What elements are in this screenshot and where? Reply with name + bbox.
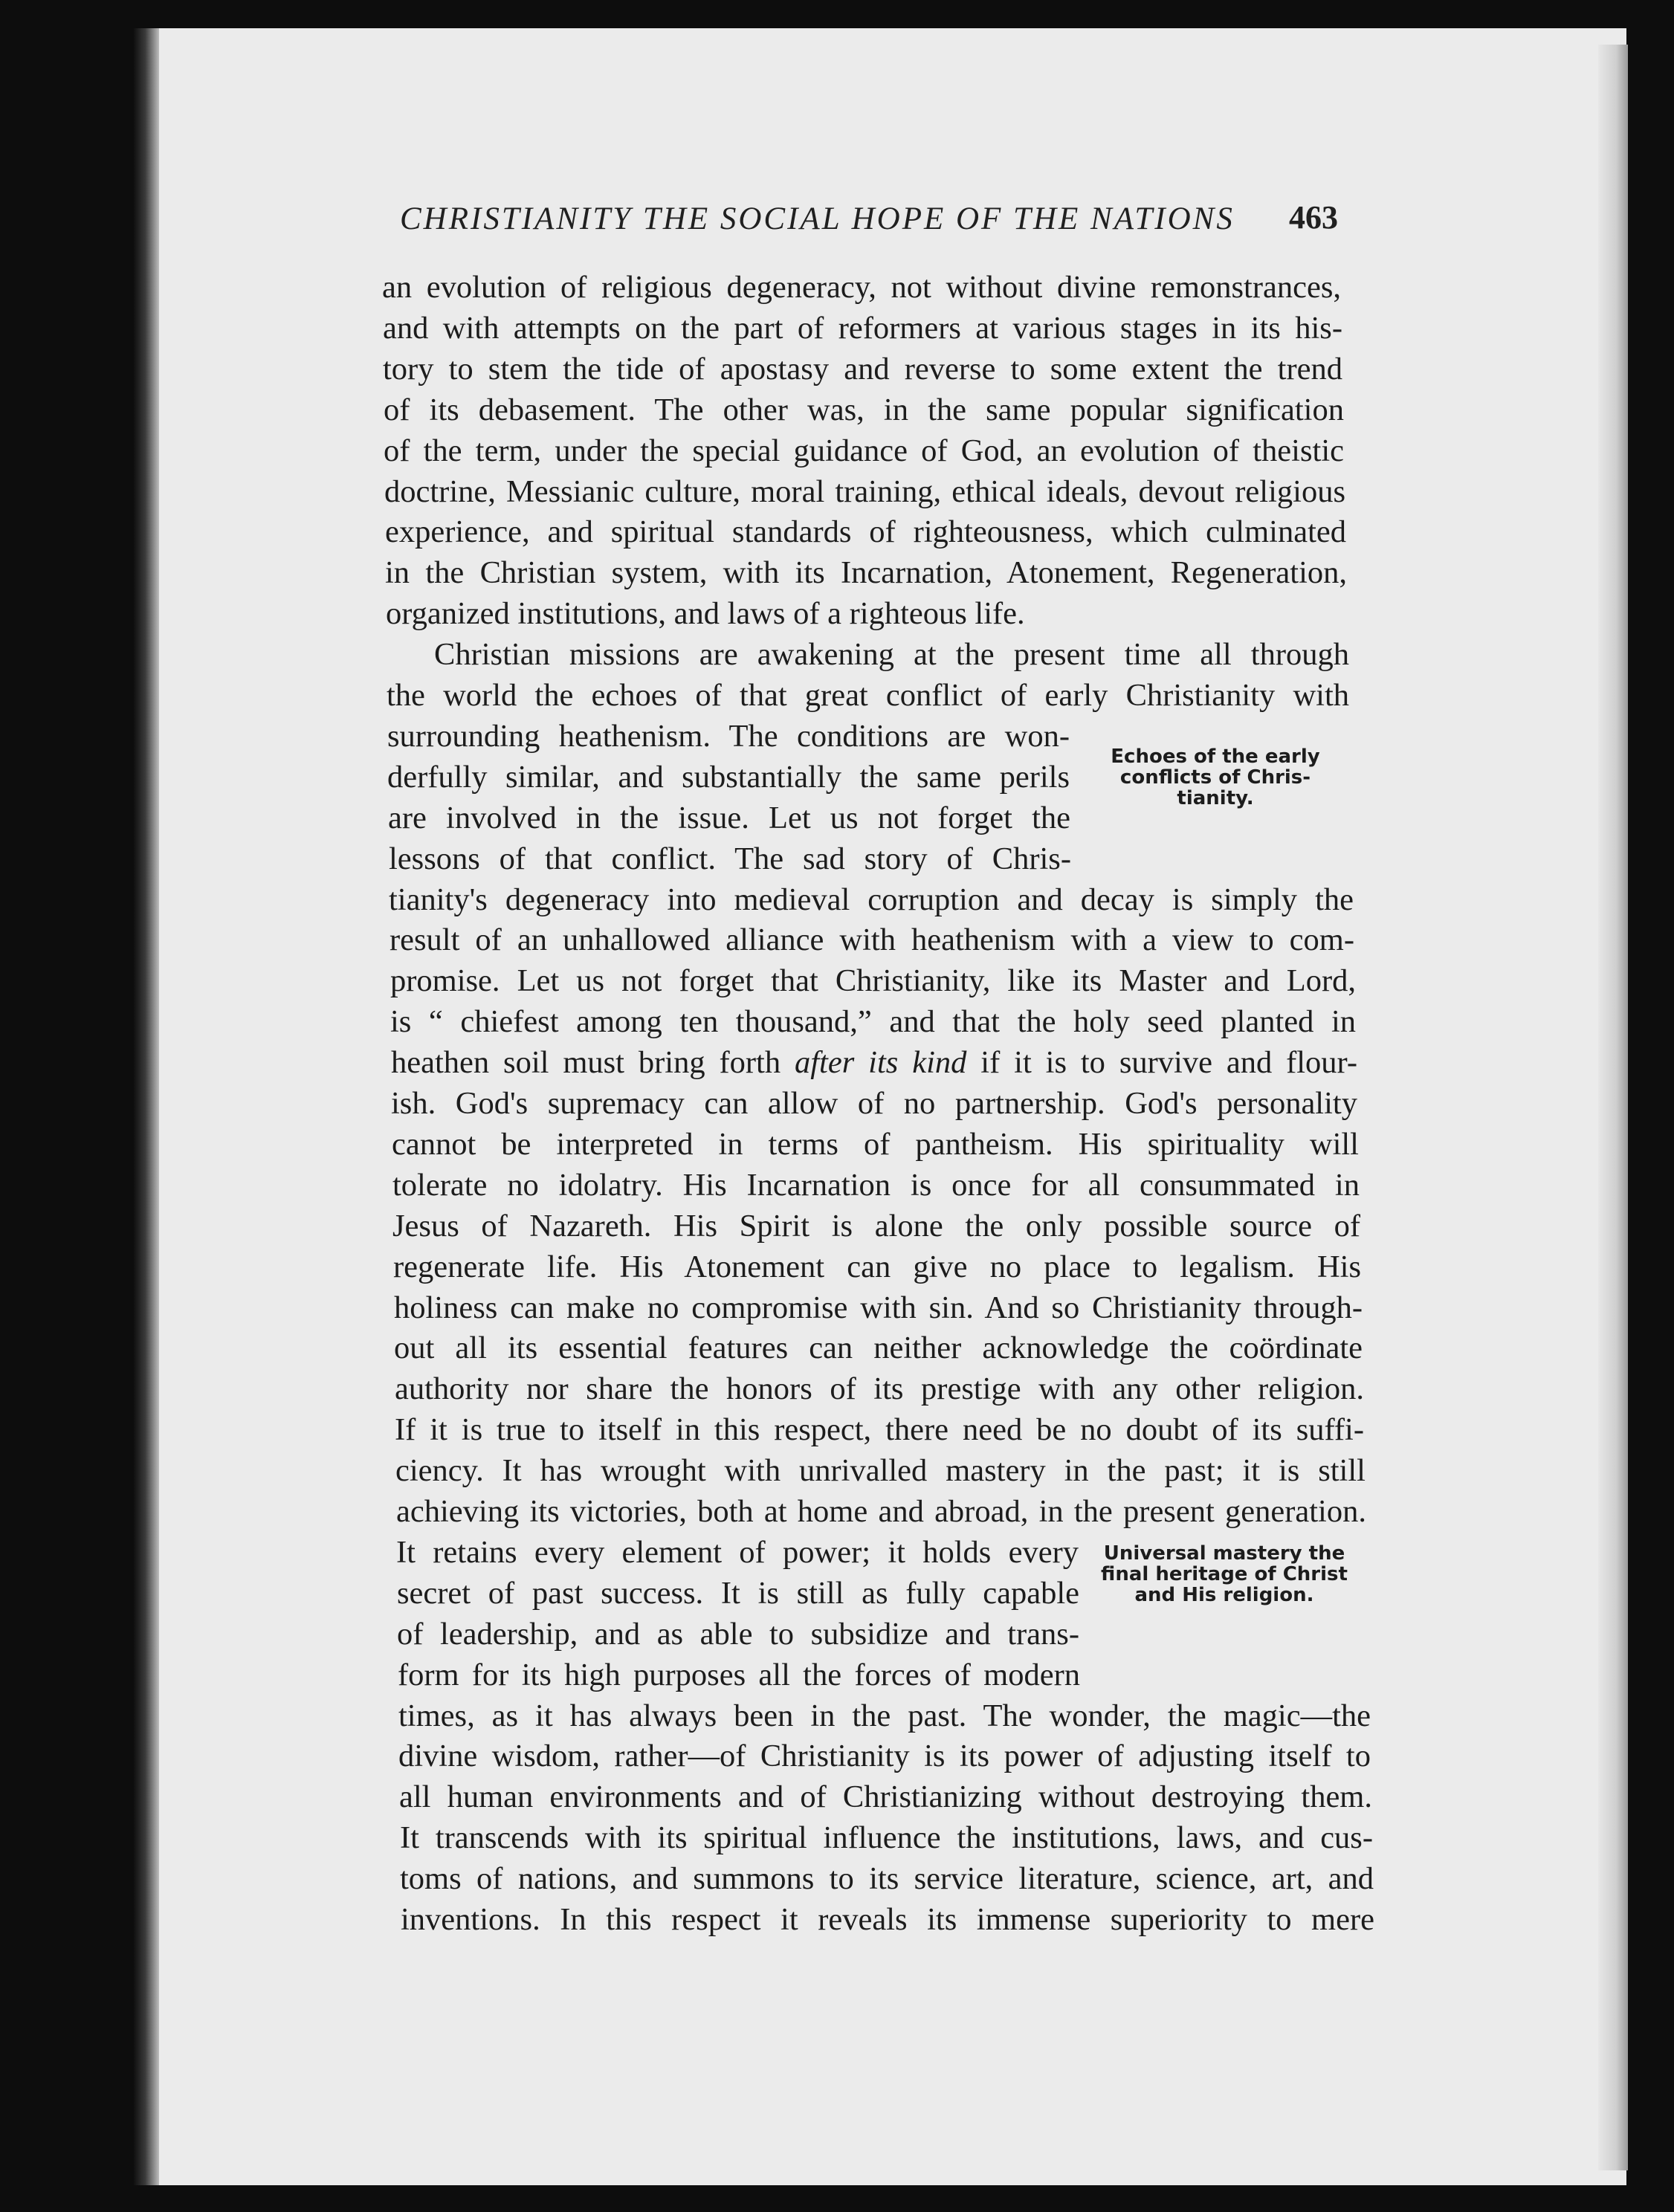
side-note-line: conflicts of Chris- [1119, 766, 1311, 789]
text-line: and with attempts on the part of reformers at various stages in its his- [383, 311, 1342, 346]
text-line: is “ chiefest among ten thousand,” and that the holy seed planted in [390, 1004, 1356, 1039]
text-line: are involved in the issue. Let us not forget the [388, 801, 1070, 835]
text-line: in the Christian system, with its Incarnation, Atonement, Regeneration, [385, 555, 1347, 590]
text-line: authority nor share the honors of its prestige with any other religion. [395, 1371, 1364, 1406]
side-note-line: Universal mastery the [1103, 1542, 1345, 1565]
page-edge [1598, 45, 1628, 2170]
page-number: 463 [1289, 199, 1338, 236]
text-line: out all its essential features can neither acknowledge the coördinate [394, 1330, 1363, 1365]
text-line: derfully similar, and substantially the same perils [387, 760, 1070, 795]
text-line: Christian missions are awakening at the present time all through [434, 637, 1349, 672]
text-line: tory to stem the tide of apostasy and reverse to some extent the trend [383, 352, 1342, 387]
text-line: experience, and spiritual standards of righteousness, which culminated [385, 514, 1346, 549]
side-note-line: Echoes of the early [1111, 746, 1320, 768]
text-line: tolerate no idolatry. His Incarnation is once for all consummated in [392, 1168, 1360, 1203]
running-header: CHRISTIANITY THE SOCIAL HOPE OF THE NATIONS [400, 201, 1235, 236]
text-line: divine wisdom, rather—of Christianity is its power of adjusting itself to [398, 1739, 1371, 1773]
text-line: lessons of that conflict. The sad story of Chris- [389, 841, 1071, 876]
text-line: secret of past success. It is still as fully capable [397, 1576, 1079, 1611]
side-note-line: tianity. [1177, 787, 1254, 809]
text-line: ciency. It has wrought with unrivalled mastery in the past; it is still [395, 1453, 1366, 1488]
text-line: inventions. In this respect it reveals its immense superiority to mere [401, 1902, 1374, 1937]
text-line: ish. God's supremacy can allow of no partnership. God's personality [391, 1086, 1357, 1121]
text-line: If it is true to itself in this respect, there need be no doubt of its suffi- [395, 1412, 1364, 1447]
side-note-echoes [1093, 746, 1338, 809]
text-line: It retains every element of power; it holds every [396, 1535, 1079, 1570]
text-line: surrounding heathenism. The conditions are won- [387, 719, 1070, 754]
text-line: doctrine, Messianic culture, moral training, ethical ideals, devout religious [384, 474, 1345, 509]
text-line: organized institutions, and laws of a righteous life. [386, 596, 1025, 631]
side-note-line: final heritage of Christ [1101, 1563, 1348, 1585]
text-line: form for its high purposes all the forces of modern [398, 1658, 1080, 1692]
text-line: all human environments and of Christianizing without destroying them. [399, 1779, 1372, 1814]
text-line: Jesus of Nazareth. His Spirit is alone the only possible source of [392, 1209, 1360, 1244]
text-line: of the term, under the special guidance of God, an evolution of theistic [384, 433, 1344, 468]
text-line: an evolution of religious degeneracy, not without divine remonstrances, [382, 270, 1341, 305]
text-line: of leadership, and as able to subsidize and trans- [397, 1617, 1079, 1652]
side-note-line: and His religion. [1134, 1584, 1314, 1606]
text-line: promise. Let us not forget that Christianity, like its Master and Lord, [390, 963, 1356, 998]
text-line: achieving its victories, both at home and abroad, in the present generation. [396, 1494, 1366, 1529]
side-note-mastery [1087, 1543, 1362, 1605]
text-line: heathen soil must bring forth after its kind if it is to survive and flour- [391, 1045, 1357, 1080]
text-line: cannot be interpreted in terms of pantheism. His spirituality will [392, 1127, 1359, 1162]
text-line: result of an unhallowed alliance with heathenism with a view to com- [390, 922, 1354, 957]
text-line: tianity's degeneracy into medieval corruption and decay is simply the [389, 882, 1354, 917]
page-gutter-shadow [134, 28, 159, 2185]
text-line: toms of nations, and summons to its service literature, science, art, and [400, 1861, 1374, 1896]
text-line: It transcends with its spiritual influence the institutions, laws, and cus- [400, 1820, 1373, 1855]
italic-phrase: after its kind [795, 1045, 967, 1080]
text-line: of its debasement. The other was, in the same popular signification [384, 392, 1344, 427]
text-line: times, as it has always been in the past. The wonder, the magic—the [398, 1698, 1371, 1733]
text-line: holiness can make no compromise with sin. And so Christianity through- [394, 1290, 1363, 1325]
text-line: the world the echoes of that great conflict of early Christianity with [387, 678, 1349, 713]
text-line: regenerate life. His Atonement can give no place to legalism. His [393, 1249, 1361, 1284]
